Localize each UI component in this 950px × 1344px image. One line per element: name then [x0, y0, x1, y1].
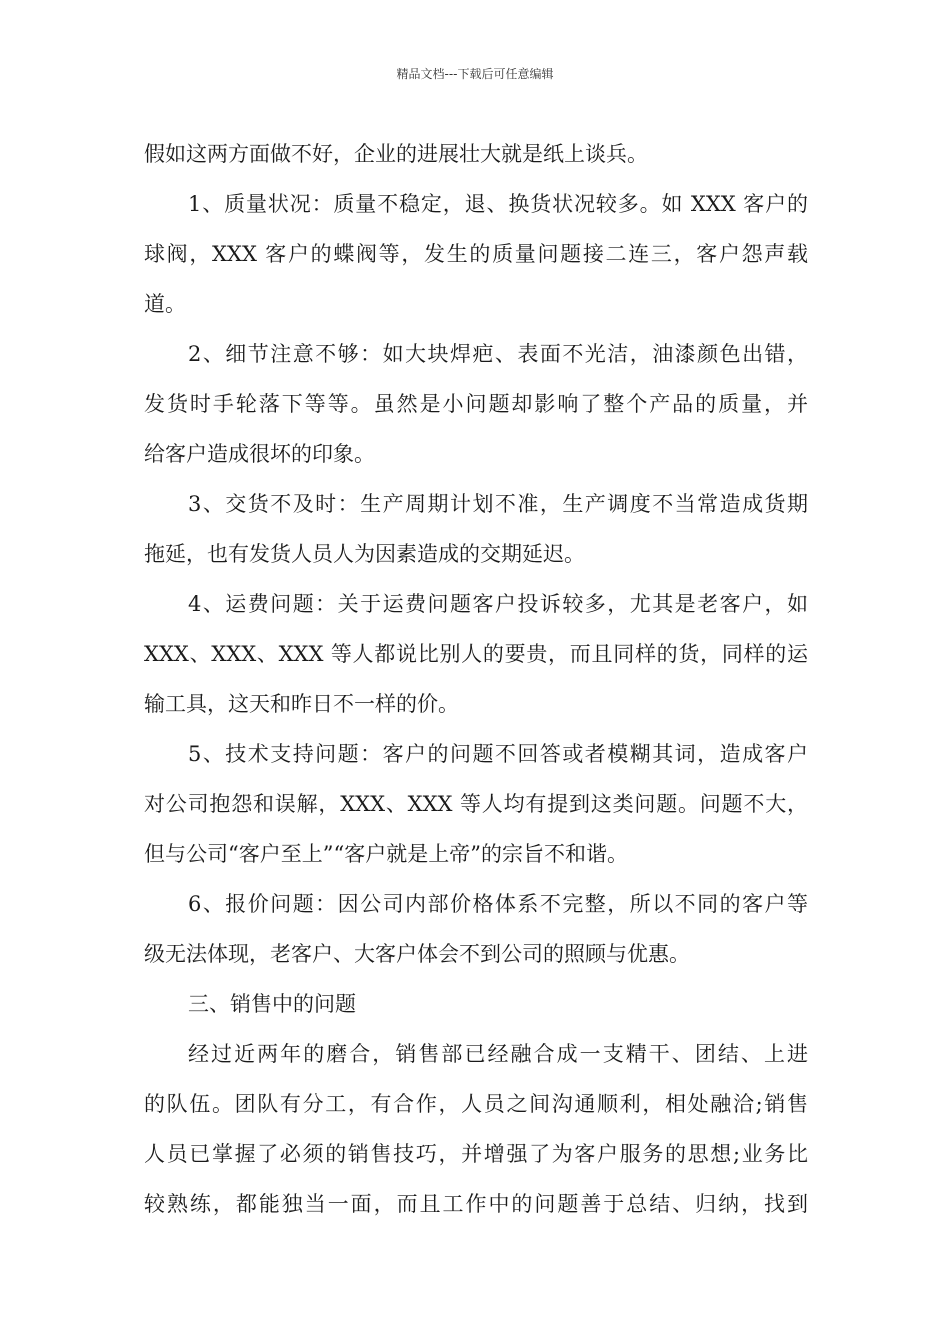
text-line: 2、细节注意不够：如大块焊疤、表面不光洁，油漆颜色出错， [188, 342, 808, 366]
text-line: 的队伍。团队有分工，有合作，人员之间沟通顺利，相处融洽;销售 [144, 1092, 808, 1116]
document-body [144, 129, 808, 1229]
text-line: 人员已掌握了必须的销售技巧，并增强了为客户服务的思想;业务比 [144, 1142, 808, 1166]
text-line: 经过近两年的磨合，销售部已经融合成一支精干、团结、上进 [188, 1042, 808, 1066]
text-line: 发货时手轮落下等等。虽然是小问题却影响了整个产品的质量，并 [144, 392, 808, 416]
text-line: 对公司抱怨和误解，XXX、XXX 等人均有提到这类问题。问题不大， [144, 792, 808, 816]
text-line: 4、运费问题：关于运费问题客户投诉较多，尤其是老客户，如 [188, 592, 808, 616]
page-header: 精品文档---下载后可任意编辑 [396, 67, 554, 81]
text-line: 球阀，XXX 客户的蝶阀等，发生的质量问题接二连三，客户怨声载 [144, 242, 808, 266]
text-line: XXX、XXX、XXX 等人都说比别人的要贵，而且同样的货，同样的运 [144, 642, 808, 666]
text-line: 6、报价问题：因公司内部价格体系不完整，所以不同的客户等 [188, 892, 808, 916]
text-line: 但与公司“客户至上”“客户就是上帝”的宗旨不和谐。 [144, 842, 628, 866]
text-line: 较熟练，都能独当一面，而且工作中的问题善于总结、归纳，找到 [144, 1192, 808, 1216]
text-line: 1、质量状况：质量不稳定，退、换货状况较多。如 XXX 客户的 [188, 192, 808, 216]
text-line: 假如这两方面做不好，企业的进展壮大就是纸上谈兵。 [144, 142, 648, 166]
text-line: 拖延，也有发货人员人为因素造成的交期延迟。 [144, 542, 585, 566]
text-line: 输工具，这天和昨日不一样的价。 [144, 692, 459, 716]
text-line: 给客户造成很坏的印象。 [144, 442, 375, 466]
text-line: 级无法体现，老客户、大客户体会不到公司的照顾与优惠。 [144, 942, 690, 966]
text-line: 5、技术支持问题：客户的问题不回答或者模糊其词，造成客户 [188, 742, 808, 766]
text-line: 道。 [144, 292, 186, 316]
text-line: 3、交货不及时：生产周期计划不准，生产调度不当常造成货期 [188, 492, 808, 516]
section-heading: 三、销售中的问题 [188, 992, 356, 1016]
